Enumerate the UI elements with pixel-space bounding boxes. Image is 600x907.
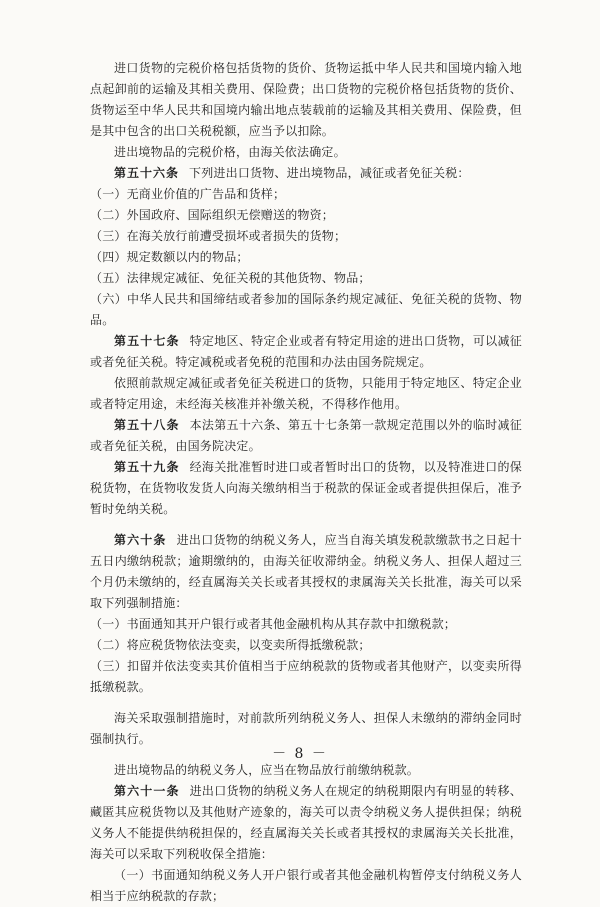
article-number: 第六十一条 [114,784,180,798]
paragraph-goods-value: 进出境物品的完税价格，由海关依法确定。 [114,145,346,159]
list-item: （五）法律规定减征、免征关税的其他货物、物品； [90,271,371,285]
article-57 [90,331,522,373]
list-item: （二）将应税货物依法变卖，以变卖所得抵缴税款； [90,638,371,652]
article-text: 下列进出口货物、进出境物品，减征或者免征关税： [189,166,470,180]
article-60-paragraph-2: 海关采取强制措施时，对前款所列纳税义务人、担保人未缴纳的滞纳金同时强制执行。 [90,711,522,746]
article-number: 第五十八条 [114,418,180,432]
list-item: （四）规定数额以内的物品； [90,250,249,264]
list-item: （一）书面通知其开户银行或者其他金融机构从其存款中扣缴税款； [90,617,457,631]
list-item: （三）在海关放行前遭受损坏或者损失的货物； [90,229,347,243]
document-body [90,58,522,907]
article-57-paragraph-2: 依照前款规定减征或者免征关税进口的货物，只能用于特定地区、特定企业或者特定用途，未经海关核准并补缴关税，不得移作他用。 [90,376,522,411]
article-number: 第五十六条 [114,166,180,180]
article-60 [90,530,522,614]
article-59 [90,457,522,520]
page-number: － 8 － [272,746,328,762]
article-number: 第五十九条 [114,460,180,474]
article-text: 进出口货物的纳税义务人，应当自海关填发税款缴款书之日起十五日内缴纳税款；逾期缴纳的，由海关征收滞纳金。纳税义务人、担保人超过三个月仍未缴纳的，经直属海关关长或者其授权的隶属海关关长批准，海关可以采取下列强制措施： [90,533,522,610]
article-text: 经海关批准暂时进口或者暂时出口的货物，以及特准进口的保税货物，在货物收发货人向海关缴纳相当于税款的保证金或者提供担保后，准予暂时免纳关税。 [90,460,522,516]
article-number: 第六十条 [114,533,167,547]
list-item: （六）中华人民共和国缔结或者参加的国际条约规定减征、免征关税的货物、物品。 [90,292,522,327]
article-58 [90,415,522,457]
article-text: 进出口货物的纳税义务人在规定的纳税期限内有明显的转移、藏匿其应税货物以及其他财产迹象的，海关可以责令纳税义务人提供担保；纳税义务人不能提供纳税担保的，经直属海关关长或者其授权的隶属海关关长批准，海关可以采取下列税收保全措施： [90,784,522,861]
list-item: （一）书面通知纳税义务人开户银行或者其他金融机构暂停支付纳税义务人相当于应纳税款的存款； [90,868,522,903]
list-item: （三）扣留并依法变卖其价值相当于应纳税款的货物或者其他财产，以变卖所得抵缴税款。 [90,659,522,694]
list-item: （二）外国政府、国际组织无偿赠送的物资； [90,208,335,222]
article-text: 本法第五十六条、第五十七条第一款规定范围以外的临时减征或者免征关税，由国务院决定。 [90,418,522,453]
list-item: （一）无商业价值的广告品和货样； [90,187,286,201]
article-61 [90,781,522,865]
paragraph-customs-value: 进口货物的完税价格包括货物的货价、货物运抵中华人民共和国境内输入地点起卸前的运输及其相关费用、保险费；出口货物的完税价格包括货物的货价、货物运至中华人民共和国境内输出地点装载前的运输及其相关费用、保险费，但是其中包含的出口关税税额，应当予以扣除。 [90,61,522,138]
article-number: 第五十七条 [114,334,180,348]
article-60-paragraph-3: 进出境物品的纳税义务人，应当在物品放行前缴纳税款。 [114,763,420,777]
article-56 [90,163,522,184]
article-text: 特定地区、特定企业或者有特定用途的进出口货物，可以减征或者免征关税。特定减税或者免税的范围和办法由国务院规定。 [90,334,522,369]
